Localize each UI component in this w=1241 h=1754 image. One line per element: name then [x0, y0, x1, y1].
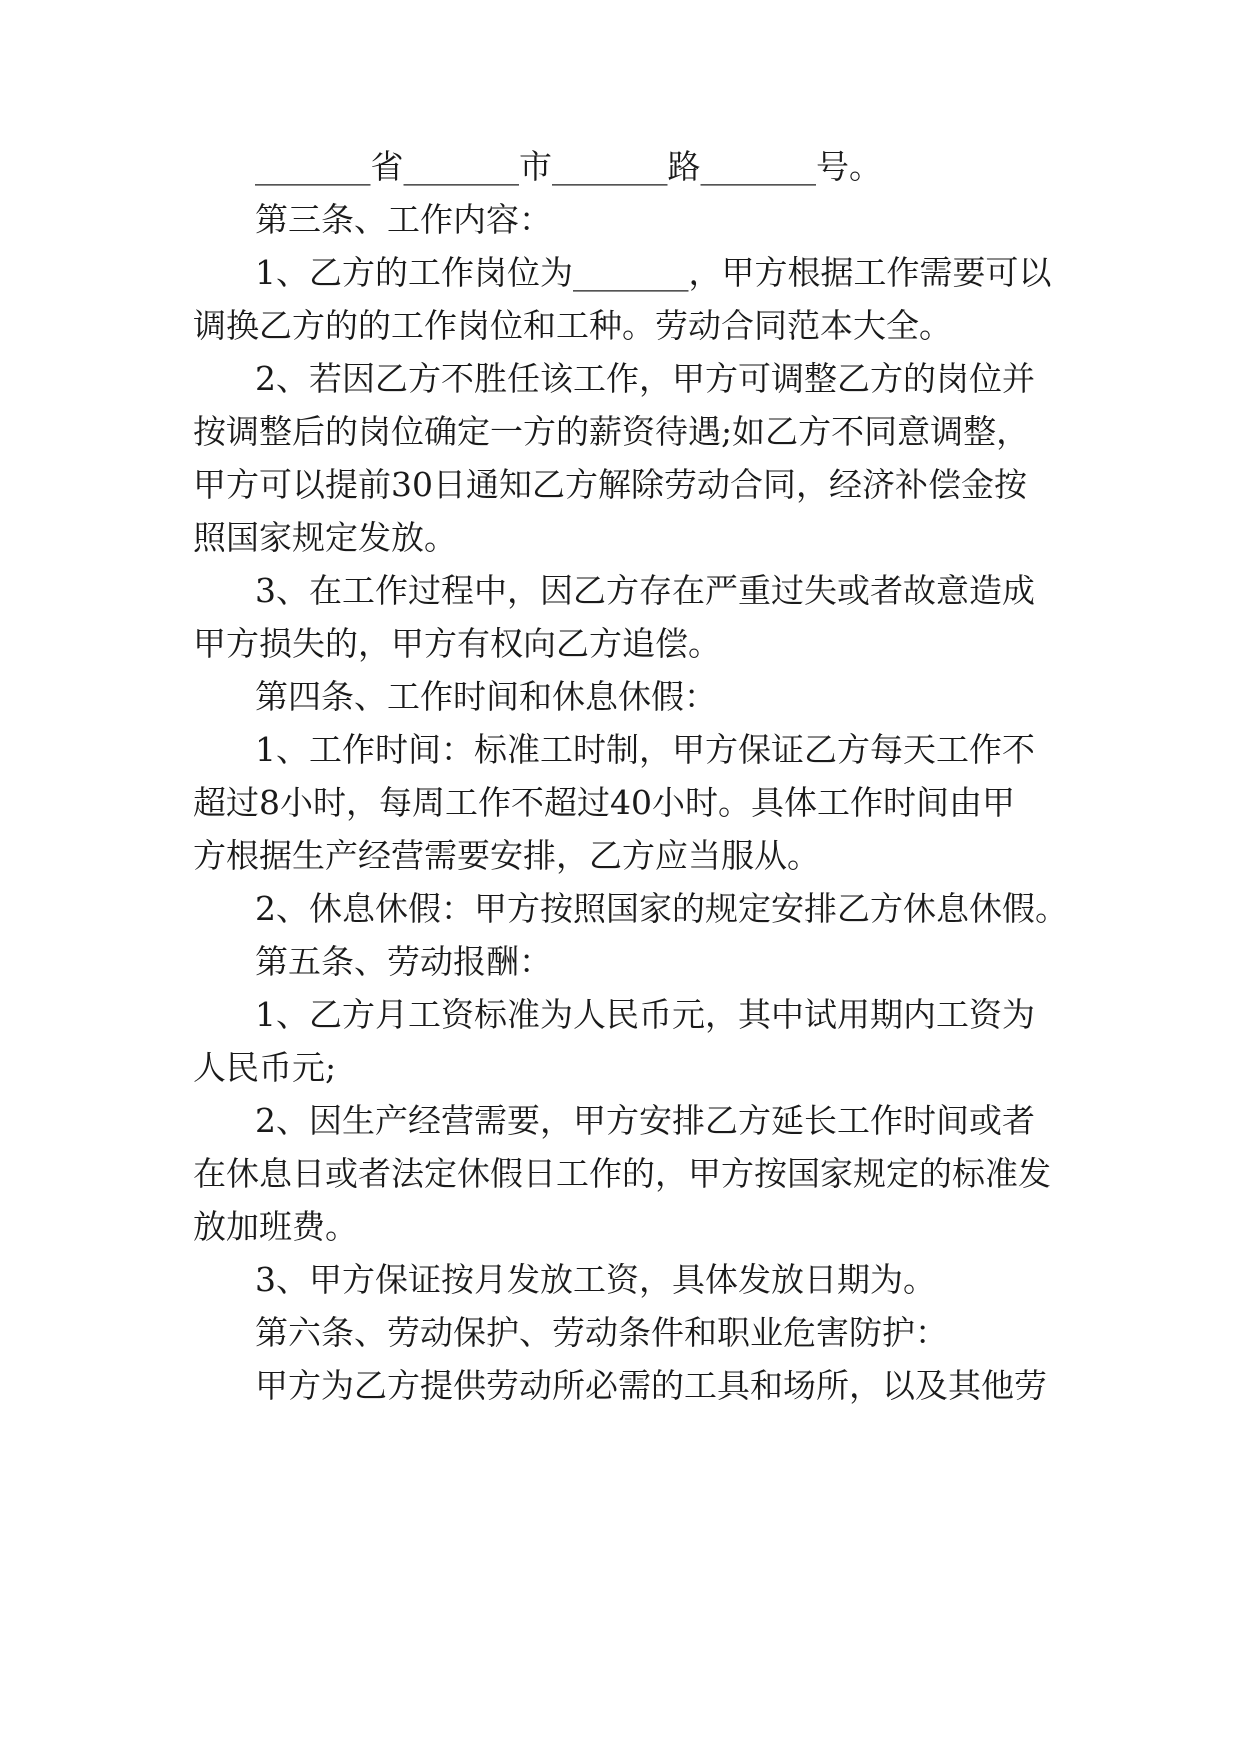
article-4-heading: 第四条、工作时间和休息休假：: [255, 677, 717, 716]
paragraph-line: 照国家规定发放。: [193, 518, 457, 557]
paragraph-line: 在休息日或者法定休假日工作的，甲方按国家规定的标准发: [193, 1154, 1051, 1193]
paragraph-line: 2、休息休假：甲方按照国家的规定安排乙方休息休假。: [255, 889, 1068, 928]
paragraph-line: 1、乙方月工资标准为人民币元，其中试用期内工资为: [255, 995, 1035, 1034]
paragraph-line: 按调整后的岗位确定一方的薪资待遇;如乙方不同意调整，: [193, 412, 1030, 451]
paragraph-line: 2、若因乙方不胜任该工作，甲方可调整乙方的岗位并: [255, 359, 1035, 398]
paragraph-line: 调换乙方的的工作岗位和工种。劳动合同范本大全。: [193, 306, 952, 345]
article-5-heading: 第五条、劳动报酬：: [255, 942, 552, 981]
paragraph-line: 1、乙方的工作岗位为_______，甲方根据工作需要可以: [255, 253, 1052, 292]
article-3-heading: 第三条、工作内容：: [255, 200, 552, 239]
paragraph-line: 人民币元;: [193, 1048, 337, 1087]
address-blanks-line: _______省_______市_______路_______号。: [255, 147, 882, 186]
paragraph-line: 3、在工作过程中，因乙方存在严重过失或者故意造成: [255, 571, 1035, 610]
article-6-heading: 第六条、劳动保护、劳动条件和职业危害防护：: [255, 1313, 948, 1352]
paragraph-line: 甲方为乙方提供劳动所必需的工具和场所，以及其他劳: [255, 1366, 1047, 1405]
paragraph-line: 甲方可以提前30日通知乙方解除劳动合同，经济补偿金按: [193, 465, 1027, 504]
paragraph-line: 方根据生产经营需要安排，乙方应当服从。: [193, 836, 820, 875]
paragraph-line: 2、因生产经营需要，甲方安排乙方延长工作时间或者: [255, 1101, 1035, 1140]
paragraph-line: 放加班费。: [193, 1207, 358, 1246]
paragraph-line: 甲方损失的，甲方有权向乙方追偿。: [193, 624, 721, 663]
paragraph-line: 1、工作时间：标准工时制，甲方保证乙方每天工作不: [255, 730, 1035, 769]
paragraph-line: 3、甲方保证按月发放工资，具体发放日期为。: [255, 1260, 936, 1299]
paragraph-line: 超过8小时，每周工作不超过40小时。具体工作时间由甲: [193, 783, 1015, 822]
